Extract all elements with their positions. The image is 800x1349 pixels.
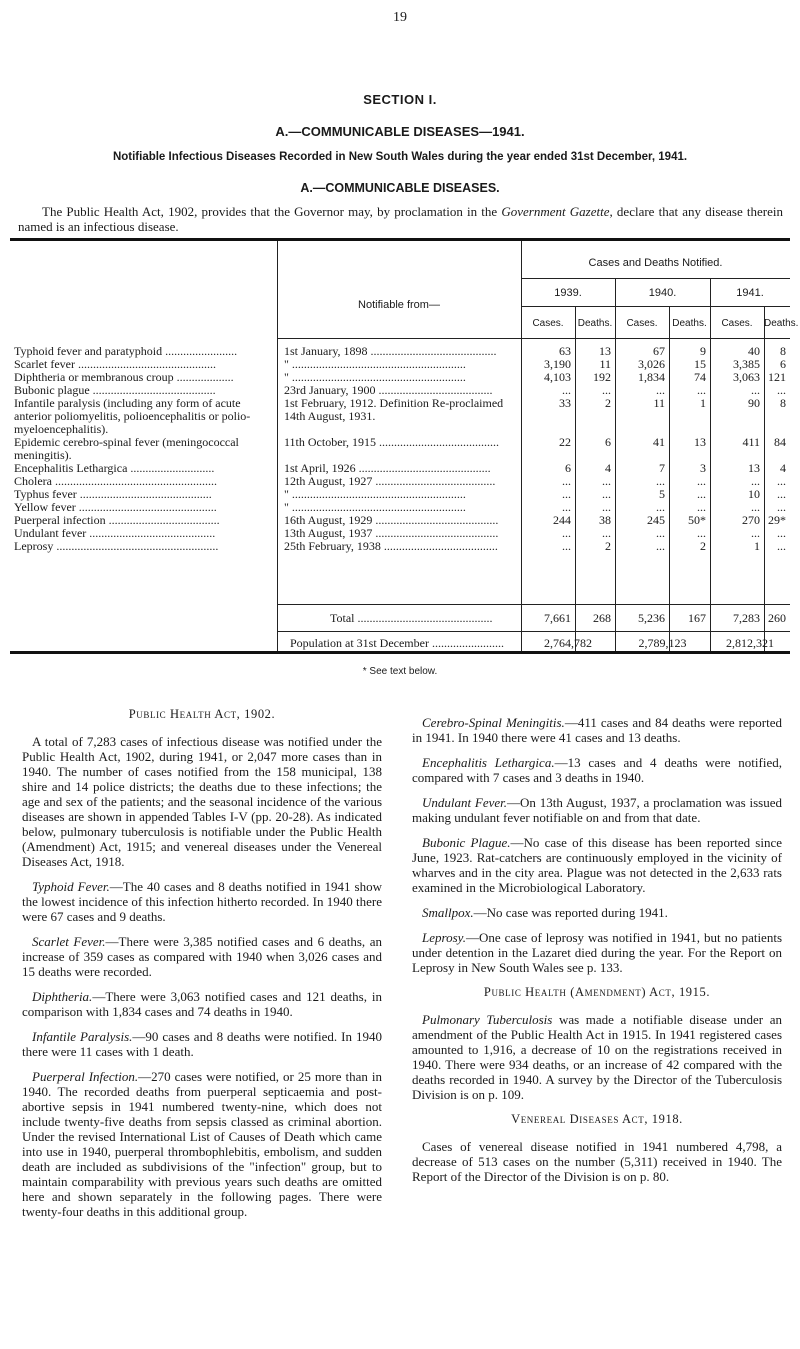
table-cell: ... (602, 500, 611, 514)
table-cell: 11 (653, 396, 665, 410)
table-cell: 2 (605, 539, 611, 553)
table-cell: 6 (565, 461, 571, 475)
divider (521, 278, 790, 279)
table-cell: ... (751, 474, 760, 488)
typhoid-paragraph: Typhoid Fever.—The 40 cases and 8 deaths notified in 1941 show the lowest incidence of this infection hitherto recorded. In 1940 there were 67 cases and 9 deaths. (22, 879, 382, 924)
table-cell: ... (562, 526, 571, 540)
table-cell: ... (777, 487, 786, 501)
disease-name: Bubonic plague ......................................... (14, 384, 216, 397)
table-cell: 1 (754, 539, 760, 553)
table-cell: 1,834 (638, 370, 665, 384)
table-cell: 3,026 (638, 357, 665, 371)
table-cell: 8 (780, 396, 786, 410)
notifiable-from-date: " .......................................................... (284, 358, 466, 371)
population-1941: 2,812,321 (726, 636, 774, 650)
table-cell: ... (697, 474, 706, 488)
divider (521, 241, 522, 651)
bubonic-paragraph: Bubonic Plague.—No case of this disease has been reported since June, 1923. Rat-catchers are continuously employed in the vicinity of wharves and in the city area. Plague was not detected in the 2,633 rats examined in the Microbiological Laboratory. (412, 835, 782, 895)
table-cell: 3 (700, 461, 706, 475)
section-heading: SECTION I. (363, 92, 437, 107)
table-cell: ... (777, 500, 786, 514)
table-cell: ... (656, 539, 665, 553)
notifiable-from-date: 1st February, 1912. Definition Re-proclaimed 14th August, 1931. (284, 397, 504, 423)
notifiable-from-date: 1st January, 1898 .......................................... (284, 345, 497, 358)
table-cell: 90 (748, 396, 760, 410)
notifiable-from-date: 25th February, 1938 ...................................... (284, 540, 498, 553)
table-cell: 7 (659, 461, 665, 475)
table-cell: 15 (694, 357, 706, 371)
divider (575, 306, 576, 651)
notifiable-from-date: 13th August, 1937 ......................................... (284, 527, 499, 540)
table-cell: 50* (688, 513, 706, 527)
a-heading: A.—COMMUNICABLE DISEASES. (300, 181, 500, 195)
notifiable-from-date: 11th October, 1915 ........................................ (284, 436, 500, 449)
table-cell: ... (602, 487, 611, 501)
table-cell: 22 (559, 435, 571, 449)
header-year-1940: 1940. (648, 287, 677, 299)
notifiable-from-date: 12th August, 1927 ........................................ (284, 475, 496, 488)
table-cell: 4 (605, 461, 611, 475)
smallpox-paragraph: Smallpox.—No case was reported during 1941. (422, 905, 668, 920)
table-cell: 38 (599, 513, 611, 527)
scarlet-paragraph: Scarlet Fever.—There were 3,385 notified cases and 6 deaths, an increase of 359 cases as compared with 1940 when 3,026 cases and 15 deaths were recorded. (22, 934, 382, 979)
disease-name: Diphtheria or membranous croup ................... (14, 371, 234, 384)
table-cell: ... (602, 474, 611, 488)
table-cell: 1 (700, 396, 706, 410)
table-cell: 84 (774, 435, 786, 449)
disease-name: Scarlet fever .............................................. (14, 358, 216, 371)
puerperal-paragraph: Puerperal Infection.—270 cases were notified, or 25 more than in 1940. The recorded deaths from puerperal septicaemia and post-abortive sepsis in 1941 numbered twenty-nine, which does not include twenty-five deaths from sepsis classed as criminal abortion. Under the revised International List of Causes of Death which came into use in 1940, puerperal thrombophlebitis, embolism, and sudden death are included as subdivisions of the "infection" group, but to maintain comparability with previous years such deaths are omitted here and shown separately in the following pages. There were twenty-four deaths in this additional group. (22, 1069, 383, 1219)
table-cell: 121 (768, 370, 786, 384)
table-cell: 4 (780, 461, 786, 475)
table-cell: 11 (599, 357, 611, 371)
table-cell: 3,385 (733, 357, 760, 371)
table-cell: 192 (593, 370, 611, 384)
right-column (412, 715, 782, 1194)
notifiable-from-date: 23rd January, 1900 ...................................... (284, 384, 493, 397)
table-cell: 41 (653, 435, 665, 449)
table-cell: 6 (780, 357, 786, 371)
total-cell: 260 (768, 611, 786, 625)
intro-paragraph: The Public Health Act, 1902, provides that the Governor may, by proclamation in the Government Gazette, declare that any disease therein named is an infectious disease. (18, 204, 784, 234)
table-cell: ... (562, 487, 571, 501)
header-year-1941: 1941. (736, 287, 764, 299)
table-cell: 67 (653, 344, 665, 358)
table-cell: 6 (605, 435, 611, 449)
diphtheria-paragraph: Diphtheria.—There were 3,063 notified cases and 121 deaths, in comparison with 1,834 cases and 74 deaths in 1940. (22, 989, 382, 1019)
table-cell: ... (697, 487, 706, 501)
table-cell: ... (697, 526, 706, 540)
disease-name: Yellow fever .............................................. (14, 501, 217, 514)
divider (277, 338, 790, 339)
table-cell: 2 (605, 396, 611, 410)
notifiable-from-date: " .......................................................... (284, 488, 466, 501)
table-cell: 270 (742, 513, 760, 527)
header-deaths: Deaths. (672, 318, 707, 329)
disease-name: Leprosy ...................................................... (14, 540, 219, 553)
total-cell: 268 (593, 611, 611, 625)
table-top-rule (10, 238, 790, 241)
population-label: Population at 31st December ........................ (290, 637, 504, 650)
table-cell: ... (751, 383, 760, 397)
table-cell: ... (697, 500, 706, 514)
notifiable-from-date: " .......................................................... (284, 501, 466, 514)
header-cases: Cases. (532, 318, 564, 329)
disease-name: Typhus fever ............................................ (14, 488, 212, 501)
header-cases: Cases. (721, 318, 753, 329)
table-cell: 244 (553, 513, 571, 527)
header-deaths: Deaths. (764, 318, 799, 329)
header-cases: Cases. (626, 318, 658, 329)
header-year-1939: 1939. (554, 287, 582, 299)
disease-name: Puerperal infection ..................................... (14, 514, 220, 527)
table-cell: 2 (700, 539, 706, 553)
total-cell: 167 (688, 611, 706, 625)
infantile-paralysis-paragraph: Infantile Paralysis.—90 cases and 8 deaths were notified. In 1940 there were 11 cases with 1 death. (22, 1029, 382, 1059)
header-deaths: Deaths. (577, 318, 613, 329)
header-cases-deaths: Cases and Deaths Notified. (588, 257, 723, 269)
table-cell: ... (777, 474, 786, 488)
gazette-title: Government Gazette, (501, 204, 613, 219)
undulant-paragraph: Undulant Fever.—On 13th August, 1937, a proclamation was issued making undulant fever notifiable on and from that date. (412, 795, 782, 825)
leprosy-paragraph: Leprosy.—One case of leprosy was notified in 1941, but no patients under detention in the Lazaret died during the year. For the Report on Leprosy in New South Wales see p. 133. (412, 930, 782, 975)
table-bottom-rule (10, 651, 790, 654)
table-cell: 245 (647, 513, 665, 527)
table-cell: ... (751, 526, 760, 540)
total-label: Total ............................................. (330, 612, 493, 625)
table-cell: 74 (694, 370, 706, 384)
table-cell: ... (602, 383, 611, 397)
disease-name: Epidemic cerebro-spinal fever (meningococcal meningitis). (14, 436, 239, 462)
table-cell: 29* (768, 513, 786, 527)
table-cell: ... (562, 539, 571, 553)
header-notifiable-from: Notifiable from— (358, 299, 440, 311)
divider (710, 278, 711, 651)
table-cell: ... (751, 500, 760, 514)
cerebro-spinal-paragraph: Cerebro-Spinal Meningitis.—411 cases and 84 deaths were reported in 1941. In 1940 there were 41 cases and 13 deaths. (412, 715, 782, 745)
venereal-paragraph: Cases of venereal disease notified in 1941 numbered 4,798, a decrease of 513 cases on the number (5,311) received in 1940. The Report of the Director of the Division is on p. 80. (412, 1139, 782, 1184)
population-1940: 2,789,123 (638, 636, 687, 650)
table-cell: 3,063 (733, 370, 760, 384)
table-cell: ... (656, 526, 665, 540)
encephalitis-paragraph: Encephalitis Lethargica.—13 cases and 4 deaths were notified, compared with 7 cases and 3 deaths in 1940. (412, 755, 782, 785)
total-cell: 7,283 (733, 611, 760, 625)
table-cell: ... (602, 526, 611, 540)
public-health-act-heading: Public Health Act, 1902. (128, 707, 276, 721)
left-column (22, 707, 382, 1229)
table-cell: ... (777, 383, 786, 397)
intro-summary-paragraph: A total of 7,283 cases of infectious disease was notified under the Public Health Act, 1902, during 1941, or 2,047 more cases than in 1940. The number of cases notified from the 158 municipal, 138 shire and 14 police districts; the deaths due to these infections; the age and sex of the patients; and the seasonal incidence of the various diseases are shown in appended Tables I-V (pp. 20-28). As indicated below, pulmonary tuberculosis is notifiable under the Public Health (Amendment) Act, 1915; and venereal diseases under the Venereal Diseases Act, 1918. (22, 734, 382, 869)
table-cell: ... (777, 539, 786, 553)
public-health-amendment-heading: Public Health (Amendment) Act, 1915. (483, 985, 711, 999)
table-cell: 40 (748, 344, 760, 358)
disease-name: Encephalitis Lethargica ............................ (14, 462, 215, 475)
table-cell: 10 (748, 487, 760, 501)
venereal-diseases-heading: Venereal Diseases Act, 1918. (511, 1112, 683, 1126)
divider (615, 278, 616, 651)
table-cell: ... (562, 474, 571, 488)
table-cell: 13 (694, 435, 706, 449)
table-cell: 13 (748, 461, 760, 475)
divider (277, 631, 790, 632)
disease-name: Infantile paralysis (including any form of acute anterior poliomyelitis, polioencephalitis or polio-myeloencephalitis). (14, 397, 251, 436)
notifiable-from-date: 1st April, 1926 ............................................ (284, 462, 491, 475)
notifiable-from-date: 16th August, 1929 ......................................... (284, 514, 499, 527)
table-cell: ... (777, 526, 786, 540)
total-cell: 7,661 (544, 611, 571, 625)
notifiable-from-date: " .......................................................... (284, 371, 466, 384)
divider (521, 306, 790, 307)
table-cell: ... (697, 383, 706, 397)
table-cell: ... (656, 383, 665, 397)
table-cell: ... (656, 500, 665, 514)
table-cell: 411 (742, 435, 760, 449)
table-cell: 13 (599, 344, 611, 358)
total-cell: 5,236 (638, 611, 665, 625)
table-cell: 9 (700, 344, 706, 358)
page-number: 19 (393, 10, 407, 25)
table-cell: 3,190 (544, 357, 571, 371)
disease-name: Cholera ...................................................... (14, 475, 217, 488)
table-cell: ... (656, 474, 665, 488)
table-cell: 4,103 (544, 370, 571, 384)
population-1939: 2,764,782 (544, 636, 592, 650)
table-cell: 5 (659, 487, 665, 501)
table-cell: 8 (780, 344, 786, 358)
pulmonary-tb-paragraph: Pulmonary Tuberculosis was made a notifiable disease under an amendment of the Public Health Act in 1915. In 1941 registered cases amounted to 1,916, a decrease of 10 on the registrations received in 1940. There were 934 deaths, or an increase of 42 compared with the deaths recorded in 1940. A survey by the Director of the Tuberculosis Division is on p. 109. (412, 1012, 782, 1102)
subheading: Notifiable Infectious Diseases Recorded in New South Wales during the year ended 31st December, 1941. (112, 151, 688, 163)
table-cell: ... (562, 383, 571, 397)
divider (277, 604, 790, 605)
main-heading: A.—COMMUNICABLE DISEASES—1941. (275, 124, 525, 139)
disease-name: Undulant fever .......................................... (14, 527, 216, 540)
divider (669, 306, 670, 651)
disease-name: Typhoid fever and paratyphoid ........................ (14, 345, 238, 358)
table-cell: 63 (559, 344, 571, 358)
footnote: * See text below. (362, 666, 438, 677)
table-cell: ... (562, 500, 571, 514)
table-cell: 33 (559, 396, 571, 410)
